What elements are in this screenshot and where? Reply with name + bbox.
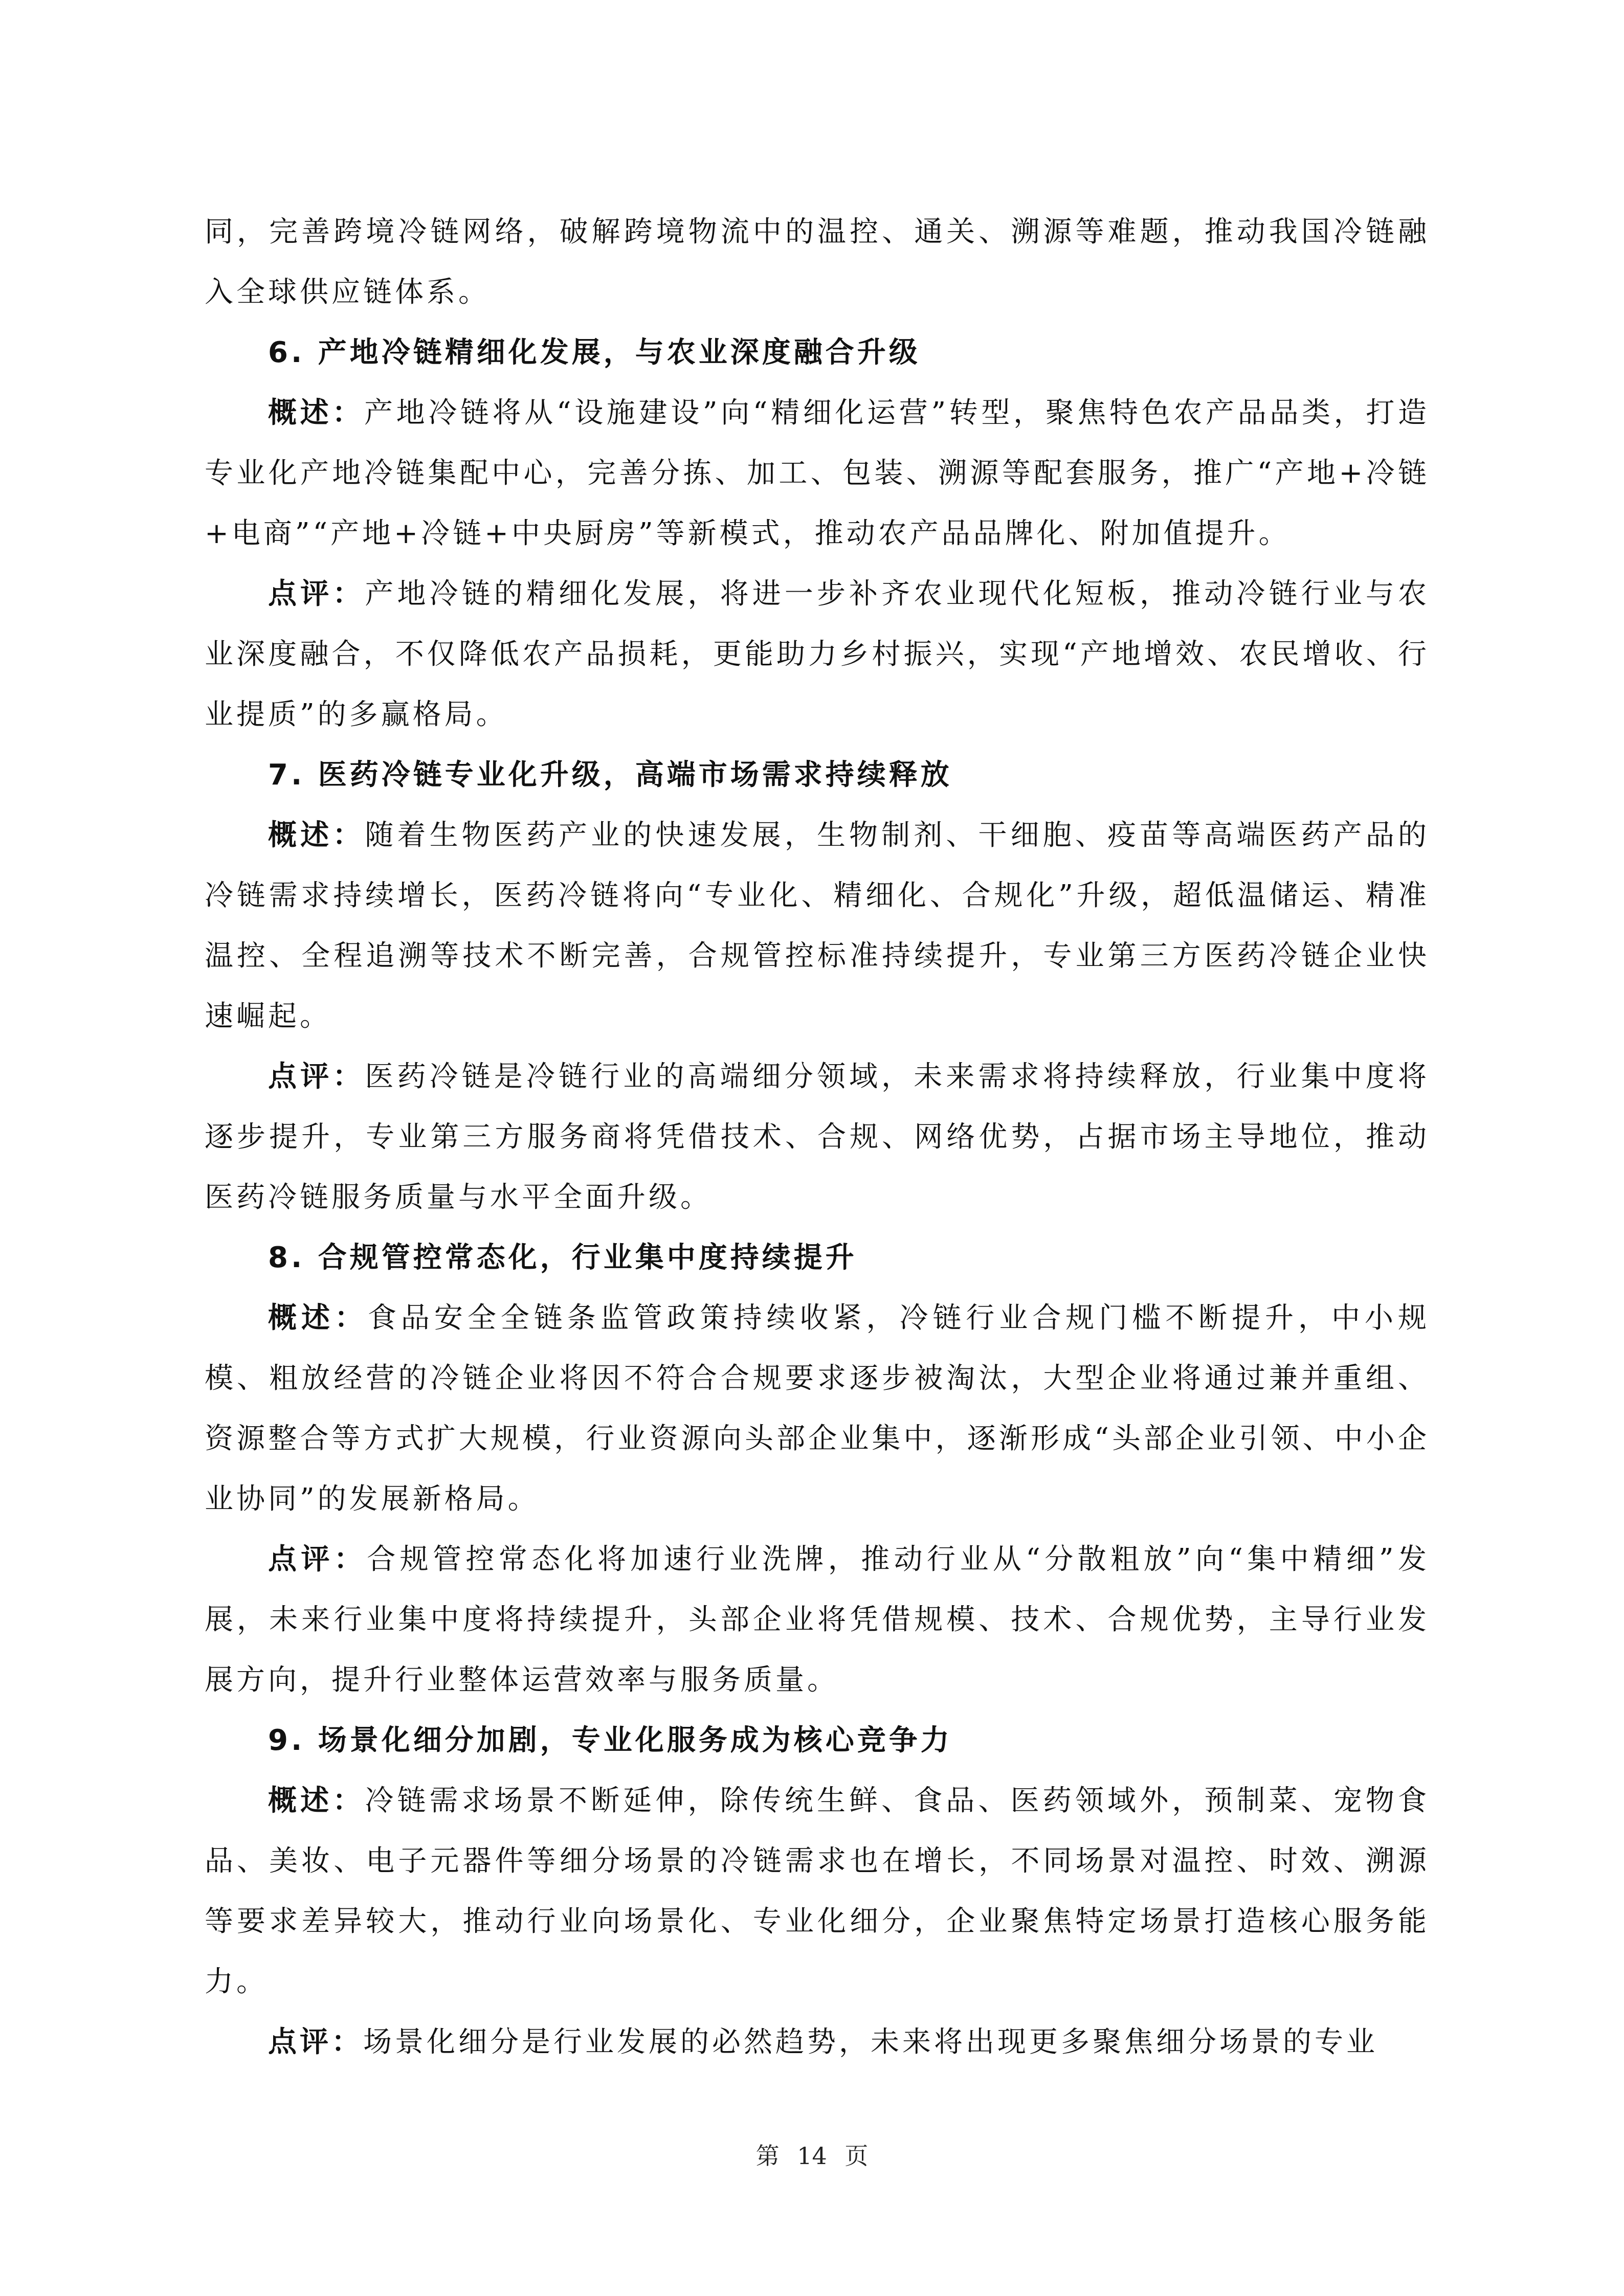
section-6-heading: 6. 产地冷链精细化发展，与农业深度融合升级 <box>268 336 921 369</box>
overview-label: 概述： <box>268 819 365 852</box>
section-8-overview <box>205 1288 1430 1529</box>
comment-text: 医药冷链是冷链行业的高端细分领域，未来需求将持续释放，行业集中度将逐步提升，专业第三方服务商将凭借技术、合规、网络优势，占据市场主导地位，推动医药冷链服务质量与水平全面升级。 <box>205 1060 1430 1214</box>
overview-text: 冷链需求场景不断延伸，除传统生鲜、食品、医药领域外，预制菜、宠物食品、美妆、电子元器件等细分场景的冷链需求也在增长，不同场景对温控、时效、溯源等要求差异较大，推动行业向场景化、专业化细分，企业聚焦特定场景打造核心服务能力。 <box>205 1784 1430 1998</box>
overview-label: 概述： <box>268 396 364 430</box>
section-6-comment <box>205 564 1430 745</box>
page-number: 14 <box>797 2142 827 2170</box>
page-suffix: 页 <box>844 2142 869 2170</box>
section-7-comment <box>205 1047 1430 1228</box>
comment-text: 合规管控常态化将加速行业洗牌，推动行业从“分散粗放”向“集中精细”发展，未来行业集中度将持续提升，头部企业将凭借规模、技术、合规优势，主导行业发展方向，提升行业整体运营效率与服务质量。 <box>205 1543 1430 1697</box>
section-9-heading: 9. 场景化细分加剧，专业化服务成为核心竞争力 <box>268 1724 952 1757</box>
overview-text: 产地冷链将从“设施建设”向“精细化运营”转型，聚焦特色农产品品类，打造专业化产地冷链集配中心，完善分拣、加工、包装、溯源等配套服务，推广“产地+冷链+电商”“产地+冷链+中央厨房”等新模式，推动农产品品牌化、附加值提升。 <box>205 396 1430 550</box>
section-9-comment <box>205 2012 1430 2073</box>
page-footer <box>0 2137 1624 2171</box>
overview-text: 随着生物医药产业的快速发展，生物制剂、干细胞、疫苗等高端医药产品的冷链需求持续增长，医药冷链将向“专业化、精细化、合规化”升级，超低温储运、精准温控、全程追溯等技术不断完善，合规管控标准持续提升，专业第三方医药冷链企业快速崛起。 <box>205 819 1430 1033</box>
comment-label: 点评： <box>268 1543 367 1576</box>
comment-text: 产地冷链的精细化发展，将进一步补齐农业现代化短板，推动冷链行业与农业深度融合，不仅降低农产品损耗，更能助力乡村振兴，实现“产地增效、农民增收、行业提质”的多赢格局。 <box>205 577 1430 731</box>
section-7-heading: 7. 医药冷链专业化升级，高端市场需求持续释放 <box>268 758 952 792</box>
page-body <box>205 202 1430 2073</box>
section-8-heading: 8. 合规管控常态化，行业集中度持续提升 <box>268 1241 857 1274</box>
overview-label: 概述： <box>268 1784 365 1817</box>
section-7-overview <box>205 805 1430 1047</box>
page-prefix: 第 <box>755 2142 780 2170</box>
continuation-paragraph: 同，完善跨境冷链网络，破解跨境物流中的温控、通关、溯源等难题，推动我国冷链融入全球供应链体系。 <box>205 215 1430 309</box>
section-6-overview <box>205 383 1430 564</box>
section-8-comment <box>205 1529 1430 1710</box>
comment-label: 点评： <box>268 1060 365 1093</box>
section-9-overview <box>205 1771 1430 2012</box>
comment-text: 场景化细分是行业发展的必然趋势，未来将出现更多聚焦细分场景的专业 <box>363 2025 1378 2059</box>
overview-label: 概述： <box>268 1301 368 1335</box>
comment-label: 点评： <box>268 577 365 611</box>
overview-text: 食品安全全链条监管政策持续收紧，冷链行业合规门槛不断提升，中小规模、粗放经营的冷链企业将因不符合合规要求逐步被淘汰，大型企业将通过兼并重组、资源整合等方式扩大规模，行业资源向头部企业集中，逐渐形成“头部企业引领、中小企业协同”的发展新格局。 <box>205 1301 1430 1516</box>
comment-label: 点评： <box>268 2025 363 2059</box>
